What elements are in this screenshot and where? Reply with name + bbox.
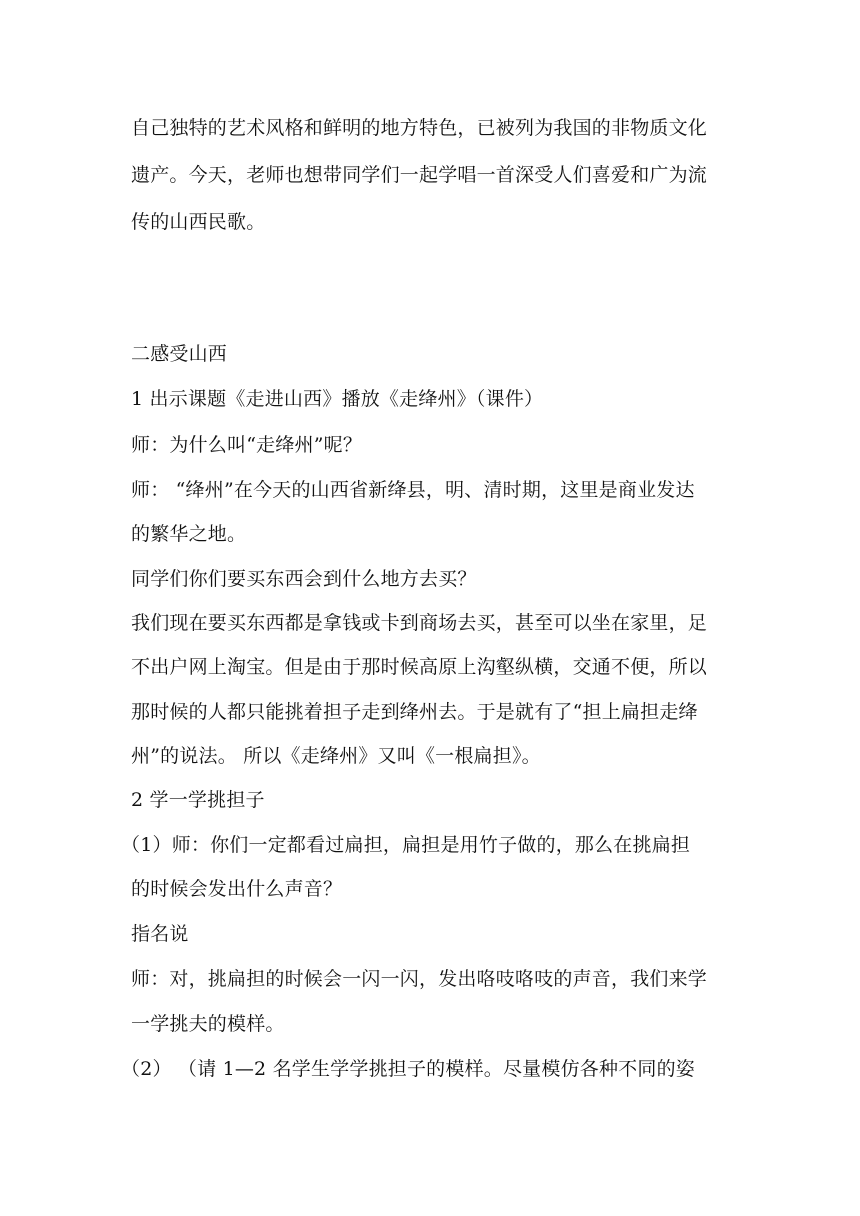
text-line: 那时候的人都只能挑着担子走到绛州去。于是就有了“担上扁担走绛	[131, 701, 698, 723]
text-line: （2） （请 1—2 名学生学学挑担子的模样。尽量模仿各种不同的姿	[121, 1058, 695, 1080]
text-line: 我们现在要买东西都是拿钱或卡到商场去买，甚至可以坐在家里，足	[131, 612, 708, 634]
text-line: 自己独特的艺术风格和鲜明的地方特色，已被列为我国的非物质文化	[131, 117, 708, 139]
text-line: 师：对，挑扁担的时候会一闪一闪，发出咯吱咯吱的声音，我们来学	[131, 968, 708, 990]
section-heading: 2 学一学挑担子	[131, 789, 265, 811]
text-line: 州”的说法。 所以《走绛州》又叫《一根扁担》。	[131, 745, 541, 767]
text-line: 的时候会发出什么声音？	[131, 878, 343, 900]
text-line: 一学挑夫的模样。	[131, 1013, 285, 1035]
text-line: （1）师：你们一定都看过扁担，扁担是用竹子做的，那么在挑扁担	[121, 834, 691, 856]
text-line: 师： “绛州”在今天的山西省新绛县，明、清时期，这里是商业发达	[131, 479, 695, 501]
text-line: 的繁华之地。	[131, 523, 247, 545]
text-line: 同学们你们要买东西会到什么地方去买？	[131, 568, 477, 590]
text-line: 指名说	[131, 923, 189, 945]
text-line: 传的山西民歌。	[131, 211, 266, 233]
text-line: 师：为什么叫“走绛州”呢？	[131, 434, 363, 456]
section-heading: 二感受山西	[131, 343, 228, 365]
text-line: 1 出示课题《走进山西》播放《走绛州》（课件）	[131, 388, 544, 410]
text-line: 遗产。今天，老师也想带同学们一起学唱一首深受人们喜爱和广为流	[131, 164, 708, 186]
text-line: 不出户网上淘宝。但是由于那时候高原上沟壑纵横，交通不便，所以	[131, 656, 708, 678]
